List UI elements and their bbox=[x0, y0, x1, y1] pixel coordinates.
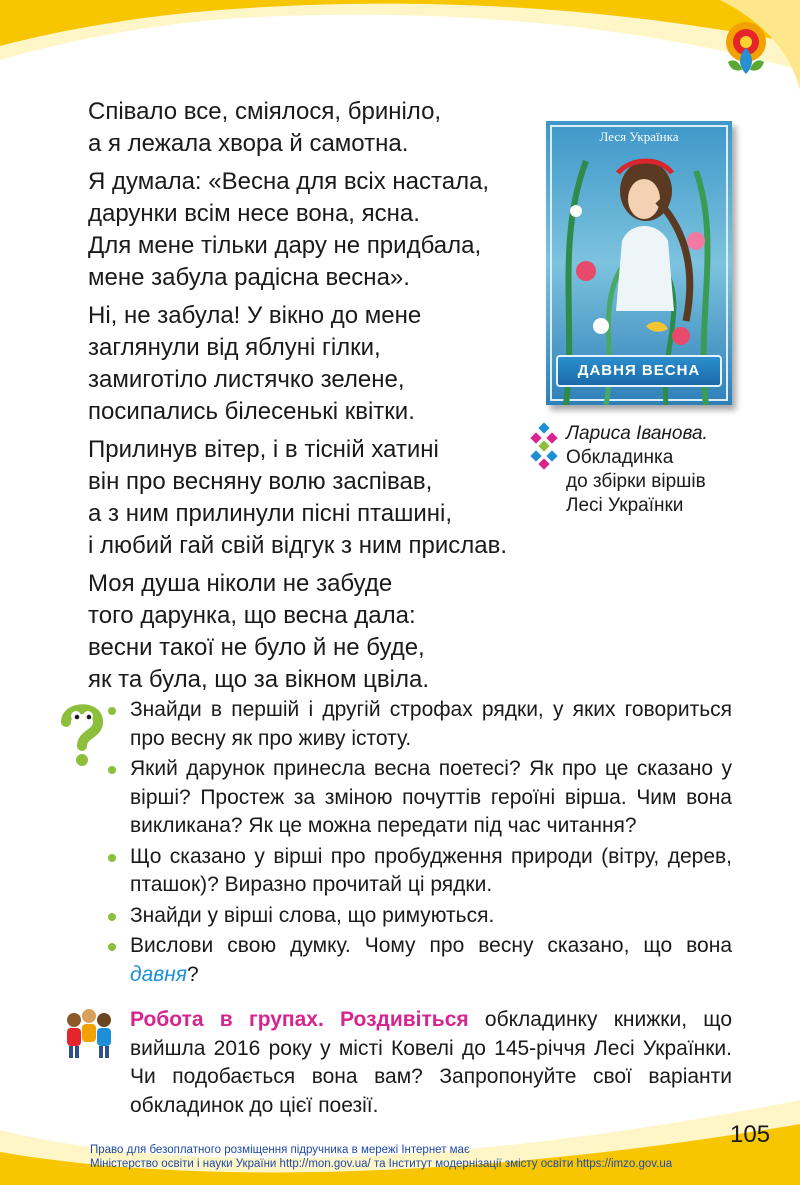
caption-text bbox=[566, 422, 748, 518]
group-task-heading: Робота в групах. Роздивіться bbox=[130, 1008, 469, 1031]
book-author: Леся Українка bbox=[599, 129, 679, 144]
question-mark-icon bbox=[54, 700, 110, 770]
poem-line: Ні, не забула! У вікно до мене bbox=[88, 302, 422, 329]
image-caption bbox=[528, 422, 748, 518]
stanza-1 bbox=[88, 96, 558, 160]
poem-line: весни такої не було й не буде, bbox=[88, 634, 425, 661]
poem-line: і любий гай свій відгук з ним прислав. bbox=[88, 532, 508, 559]
footer-line: Право для безоплатного розміщення підручника в мережі Інтернет має bbox=[90, 1144, 470, 1156]
stanza-5 bbox=[88, 568, 558, 696]
footer bbox=[90, 1143, 672, 1171]
stanza-4 bbox=[88, 434, 558, 562]
footer-line: Міністерство освіти і науки України http://mon.gov.ua/ та Інститут модернізації змісту освіти https://imzo.gov.ua bbox=[90, 1158, 673, 1170]
poem-line: замиготіло листячко зелене, bbox=[88, 366, 405, 393]
group-work-icon bbox=[62, 1008, 116, 1060]
poem-line: Для мене тільки дару не придбала, bbox=[88, 232, 482, 259]
poem-line: як та була, що за вікном цвіла. bbox=[88, 666, 429, 693]
question-item: Знайди в першій і другій строфах рядки, у яких говориться про весну як про живу істоту. bbox=[104, 696, 732, 753]
poem-line: Я думала: «Весна для всіх настала, bbox=[88, 168, 490, 195]
caption-line: до збірки віршів bbox=[566, 471, 706, 492]
book-title: ДАВНЯ ВЕСНА bbox=[556, 355, 722, 387]
question-list bbox=[104, 696, 732, 991]
poem-line: заглянули від яблуні гілки, bbox=[88, 334, 381, 361]
poem-line: того дарунка, що весна дала: bbox=[88, 602, 416, 629]
poem-line: посипались білесенькі квітки. bbox=[88, 398, 415, 425]
poem-line: він про весняну волю заспівав, bbox=[88, 468, 433, 495]
poem-line: мене забула радісна весна». bbox=[88, 264, 410, 291]
poem-line: Моя душа ніколи не забуде bbox=[88, 570, 393, 597]
poem-line: Співало все, сміялося, бриніло, bbox=[88, 98, 442, 125]
poem-line: Прилинув вітер, і в тісній хатині bbox=[88, 436, 439, 463]
emphasized-word: давня bbox=[130, 962, 188, 986]
question-text: Вислови свою думку. Чому про весну сказано, що вона bbox=[130, 934, 732, 957]
poem-line: а я лежала хвора й самотна. bbox=[88, 130, 409, 157]
question-item: Знайди у вірші слова, що римуються. bbox=[104, 902, 732, 931]
flower-ornament-icon bbox=[720, 18, 772, 84]
caption-line: Обкладинка bbox=[566, 447, 674, 468]
book-cover-image bbox=[546, 121, 732, 405]
poem-line: а з ним прилинули пісні пташині, bbox=[88, 500, 453, 527]
question-suffix: ? bbox=[187, 962, 199, 986]
stanza-3 bbox=[88, 300, 558, 428]
question-item: Який дарунок принесла весна поетесі? Як про це сказано у вірші? Простеж за зміною почуттів героїні вірша. Чим вона викликана? Як це можна передати під час читання? bbox=[104, 755, 732, 841]
caption-author: Лариса Іванова. bbox=[566, 423, 708, 444]
caption-line: Лесі Українки bbox=[566, 495, 684, 516]
poem-line: дарунки всім несе вона, ясна. bbox=[88, 200, 420, 227]
group-task-text: обкладинку книжки, що вийшла 2016 року у місті Ковелі до 145-річчя Лесі Українки. Чи подобається вона вам? Запропонуйте свої варіанти обкладинок до цієї поезії. bbox=[130, 1008, 733, 1117]
stanza-2 bbox=[88, 166, 558, 294]
top-wave-decoration bbox=[0, 0, 800, 110]
question-item bbox=[104, 932, 732, 989]
embroidery-icon bbox=[528, 422, 560, 472]
question-item: Що сказано у вірші про пробудження природи (вітру, дерев, пташок)? Виразно прочитай ці рядки. bbox=[104, 843, 732, 900]
page-number: 105 bbox=[730, 1121, 771, 1148]
poem bbox=[88, 96, 558, 702]
